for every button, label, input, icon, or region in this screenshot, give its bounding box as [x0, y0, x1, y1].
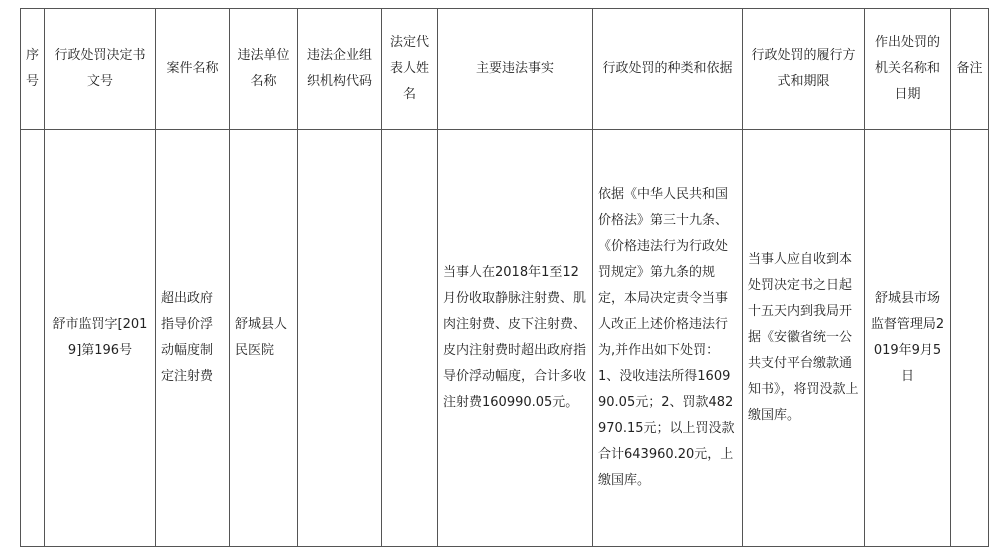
cell-doc-number: 舒市监罚字[2019]第196号	[45, 130, 156, 547]
header-org-code: 违法企业组织机构代码	[298, 9, 382, 130]
header-row	[21, 9, 989, 130]
cell-penalty: 依据《中华人民共和国价格法》第三十九条、《价格违法行为行政处罚规定》第九条的规定，本局决定责令当事人改正上述价格违法行为,并作出如下处罚：1、没收违法所得160990.05元；2、罚款482970.15元；以上罚没款合计643960.20元，上缴国库。	[593, 130, 743, 547]
header-index: 序号	[21, 9, 45, 130]
cell-case-name: 超出政府指导价浮动幅度制定注射费	[156, 130, 230, 547]
cell-org-code	[298, 130, 382, 547]
header-execution: 行政处罚的履行方式和期限	[743, 9, 865, 130]
header-legal-rep: 法定代表人姓名	[382, 9, 438, 130]
cell-legal-rep	[382, 130, 438, 547]
header-case-name: 案件名称	[156, 9, 230, 130]
header-penalty: 行政处罚的种类和依据	[593, 9, 743, 130]
header-facts: 主要违法事实	[438, 9, 593, 130]
header-remarks: 备注	[951, 9, 989, 130]
cell-facts: 当事人在2018年1至12月份收取静脉注射费、肌肉注射费、皮下注射费、皮内注射费时超出政府指导价浮动幅度，合计多收注射费160990.05元。	[438, 130, 593, 547]
header-authority: 作出处罚的机关名称和日期	[865, 9, 951, 130]
header-doc-number: 行政处罚决定书文号	[45, 9, 156, 130]
table-header	[21, 9, 989, 130]
cell-remarks	[951, 130, 989, 547]
cell-execution: 当事人应自收到本处罚决定书之日起十五天内到我局开据《安徽省统一公共支付平台缴款通知书》，将罚没款上缴国库。	[743, 130, 865, 547]
table-row	[21, 130, 989, 547]
cell-index	[21, 130, 45, 547]
cell-authority: 舒城县市场监督管理局2019年9月5日	[865, 130, 951, 547]
cell-party: 舒城县人民医院	[230, 130, 298, 547]
header-party: 违法单位名称	[230, 9, 298, 130]
penalty-table	[20, 8, 989, 547]
